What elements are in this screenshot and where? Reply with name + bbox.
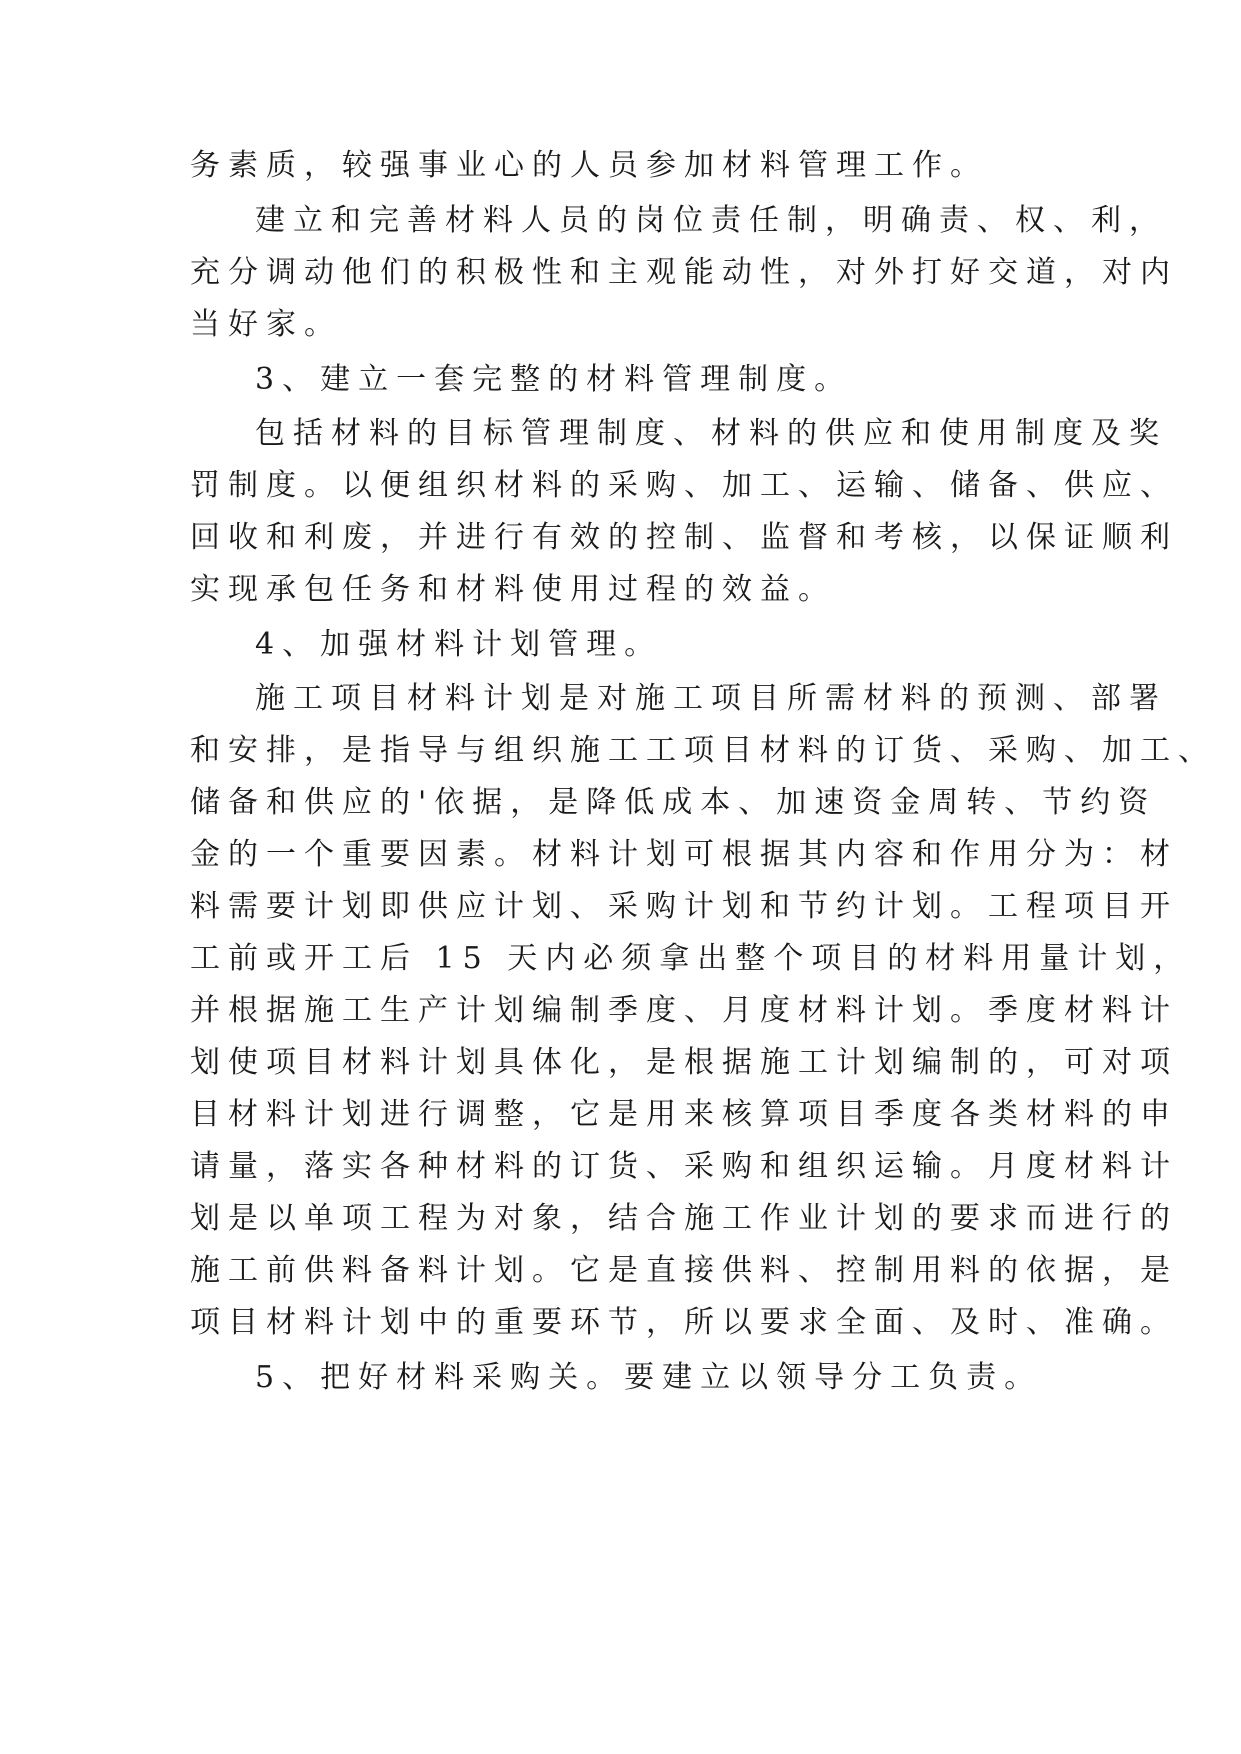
text-line: 项目材料计划中的重要环节，所以要求全面、及时、准确。: [190, 1305, 1178, 1340]
text-line: 并根据施工生产计划编制季度、月度材料计划。季度材料计: [190, 993, 1178, 1028]
text-line: 目材料计划进行调整，它是用来核算项目季度各类材料的申: [190, 1097, 1178, 1132]
text-line: 务素质，较强事业心的人员参加材料管理工作。: [190, 148, 988, 183]
paragraph-start: 施工项目材料计划是对施工项目所需材料的预测、部署: [255, 681, 1167, 716]
text-line: 施工前供料备料计划。它是直接供料、控制用料的依据，是: [190, 1253, 1178, 1288]
text-line: 当好家。: [190, 307, 342, 342]
text-line: 金的一个重要因素。材料计划可根据其内容和作用分为：材: [190, 837, 1178, 872]
section-heading-5: 5、把好材料采购关。要建立以领导分工负责。: [255, 1360, 1043, 1395]
text-line: 料需要计划即供应计划、采购计划和节约计划。工程项目开: [190, 889, 1178, 924]
paragraph-start: 建立和完善材料人员的岗位责任制，明确责、权、利，: [255, 203, 1167, 238]
text-line: 请量，落实各种材料的订货、采购和组织运输。月度材料计: [190, 1149, 1178, 1184]
text-line: 罚制度。以便组织材料的采购、加工、运输、储备、供应、: [190, 468, 1178, 503]
section-heading-3: 3、建立一套完整的材料管理制度。: [255, 362, 853, 397]
text-line: 储备和供应的'依据，是降低成本、加速资金周转、节约资: [190, 785, 1157, 820]
text-line: 实现承包任务和材料使用过程的效益。: [190, 572, 836, 607]
text-line: 和安排，是指导与组织施工工项目材料的订货、采购、加工、: [190, 733, 1216, 768]
section-heading-4: 4、加强材料计划管理。: [255, 627, 663, 662]
text-line: 回收和利废，并进行有效的控制、监督和考核，以保证顺利: [190, 520, 1178, 555]
text-line: 划使项目材料计划具体化，是根据施工计划编制的，可对项: [190, 1045, 1178, 1080]
paragraph-start: 包括材料的目标管理制度、材料的供应和使用制度及奖: [255, 416, 1167, 451]
text-line: 划是以单项工程为对象，结合施工作业计划的要求而进行的: [190, 1201, 1178, 1236]
text-line: 工前或开工后 15 天内必须拿出整个项目的材料用量计划，: [190, 941, 1192, 976]
text-line: 充分调动他们的积极性和主观能动性，对外打好交道，对内: [190, 255, 1178, 290]
